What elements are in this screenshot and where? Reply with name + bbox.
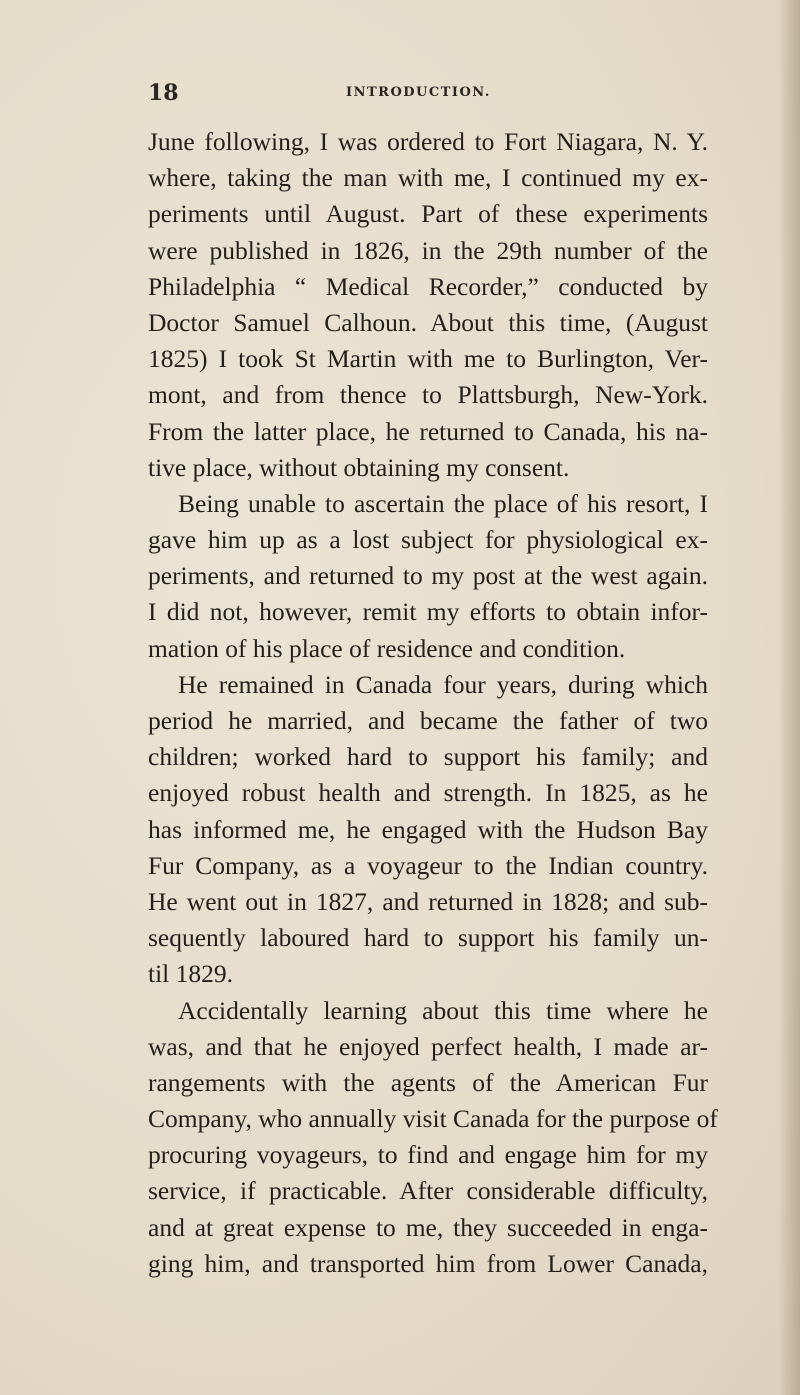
text-line: 1825) I took St Martin with me to Burlington, Ver- — [148, 344, 708, 374]
text-line: were published in 1826, in the 29th number of the — [148, 235, 708, 265]
text-line: was, and that he enjoyed perfect health, I made ar- — [148, 1031, 708, 1061]
text-line: He went out in 1827, and returned in 1828; and sub- — [148, 886, 708, 916]
text-line: sequently laboured hard to support his family un- — [148, 923, 708, 953]
text-line: From the latter place, he returned to Canada, his na- — [148, 416, 708, 446]
paragraph-end-line: tive place, without obtaining my consent. — [148, 452, 570, 482]
text-line: procuring voyageurs, to find and engage him for my — [148, 1140, 708, 1170]
running-title: INTRODUCTION. — [346, 85, 491, 100]
text-line: Fur Company, as a voyageur to the Indian country. — [148, 850, 708, 880]
page-number: 18 — [148, 80, 179, 106]
text-line: June following, I was ordered to Fort Niagara, N. Y. — [148, 127, 708, 156]
text-line: children; worked hard to support his family; and — [148, 742, 708, 772]
text-line: period he married, and became the father of two — [148, 706, 708, 735]
text-line: I did not, however, remit my efforts to obtain infor- — [148, 597, 708, 627]
paragraph-end-line: til 1829. — [148, 959, 234, 989]
running-head — [148, 80, 708, 110]
text-line: ging him, and transported him from Lower Canada, — [148, 1248, 708, 1278]
text-line: where, taking the man with me, I continued my ex- — [148, 163, 708, 193]
text-line: enjoyed robust health and strength. In 1825, as he — [148, 778, 708, 808]
paragraph-start-line: Accidentally learning about this time where he — [178, 995, 708, 1025]
text-line: Company, who annually visit Canada for the purpose of — [148, 1104, 718, 1134]
paragraph-start-line: Being unable to ascertain the place of his resort, I — [178, 488, 708, 518]
text-line: mont, and from thence to Plattsburgh, New-York. — [148, 380, 708, 410]
text-line: periments until August. Part of these experiments — [148, 199, 708, 229]
text-line: has informed me, he engaged with the Hudson Bay — [148, 814, 708, 844]
text-line: periments, and returned to my post at the west again. — [148, 561, 708, 591]
paragraph-start-line: He remained in Canada four years, during which — [178, 669, 708, 699]
text-line: rangements with the agents of the American Fur — [148, 1067, 708, 1097]
text-line: Philadelphia “ Medical Recorder,” conducted by — [148, 271, 708, 301]
text-line: gave him up as a lost subject for physiological ex- — [148, 525, 708, 555]
text-line: service, if practicable. After considerable difficulty, — [148, 1176, 708, 1206]
text-line: Doctor Samuel Calhoun. About this time, (August — [148, 307, 708, 337]
body-text — [148, 124, 718, 1282]
paragraph-end-line: mation of his place of residence and condition. — [148, 633, 626, 663]
text-line: and at great expense to me, they succeeded in enga- — [148, 1212, 708, 1242]
